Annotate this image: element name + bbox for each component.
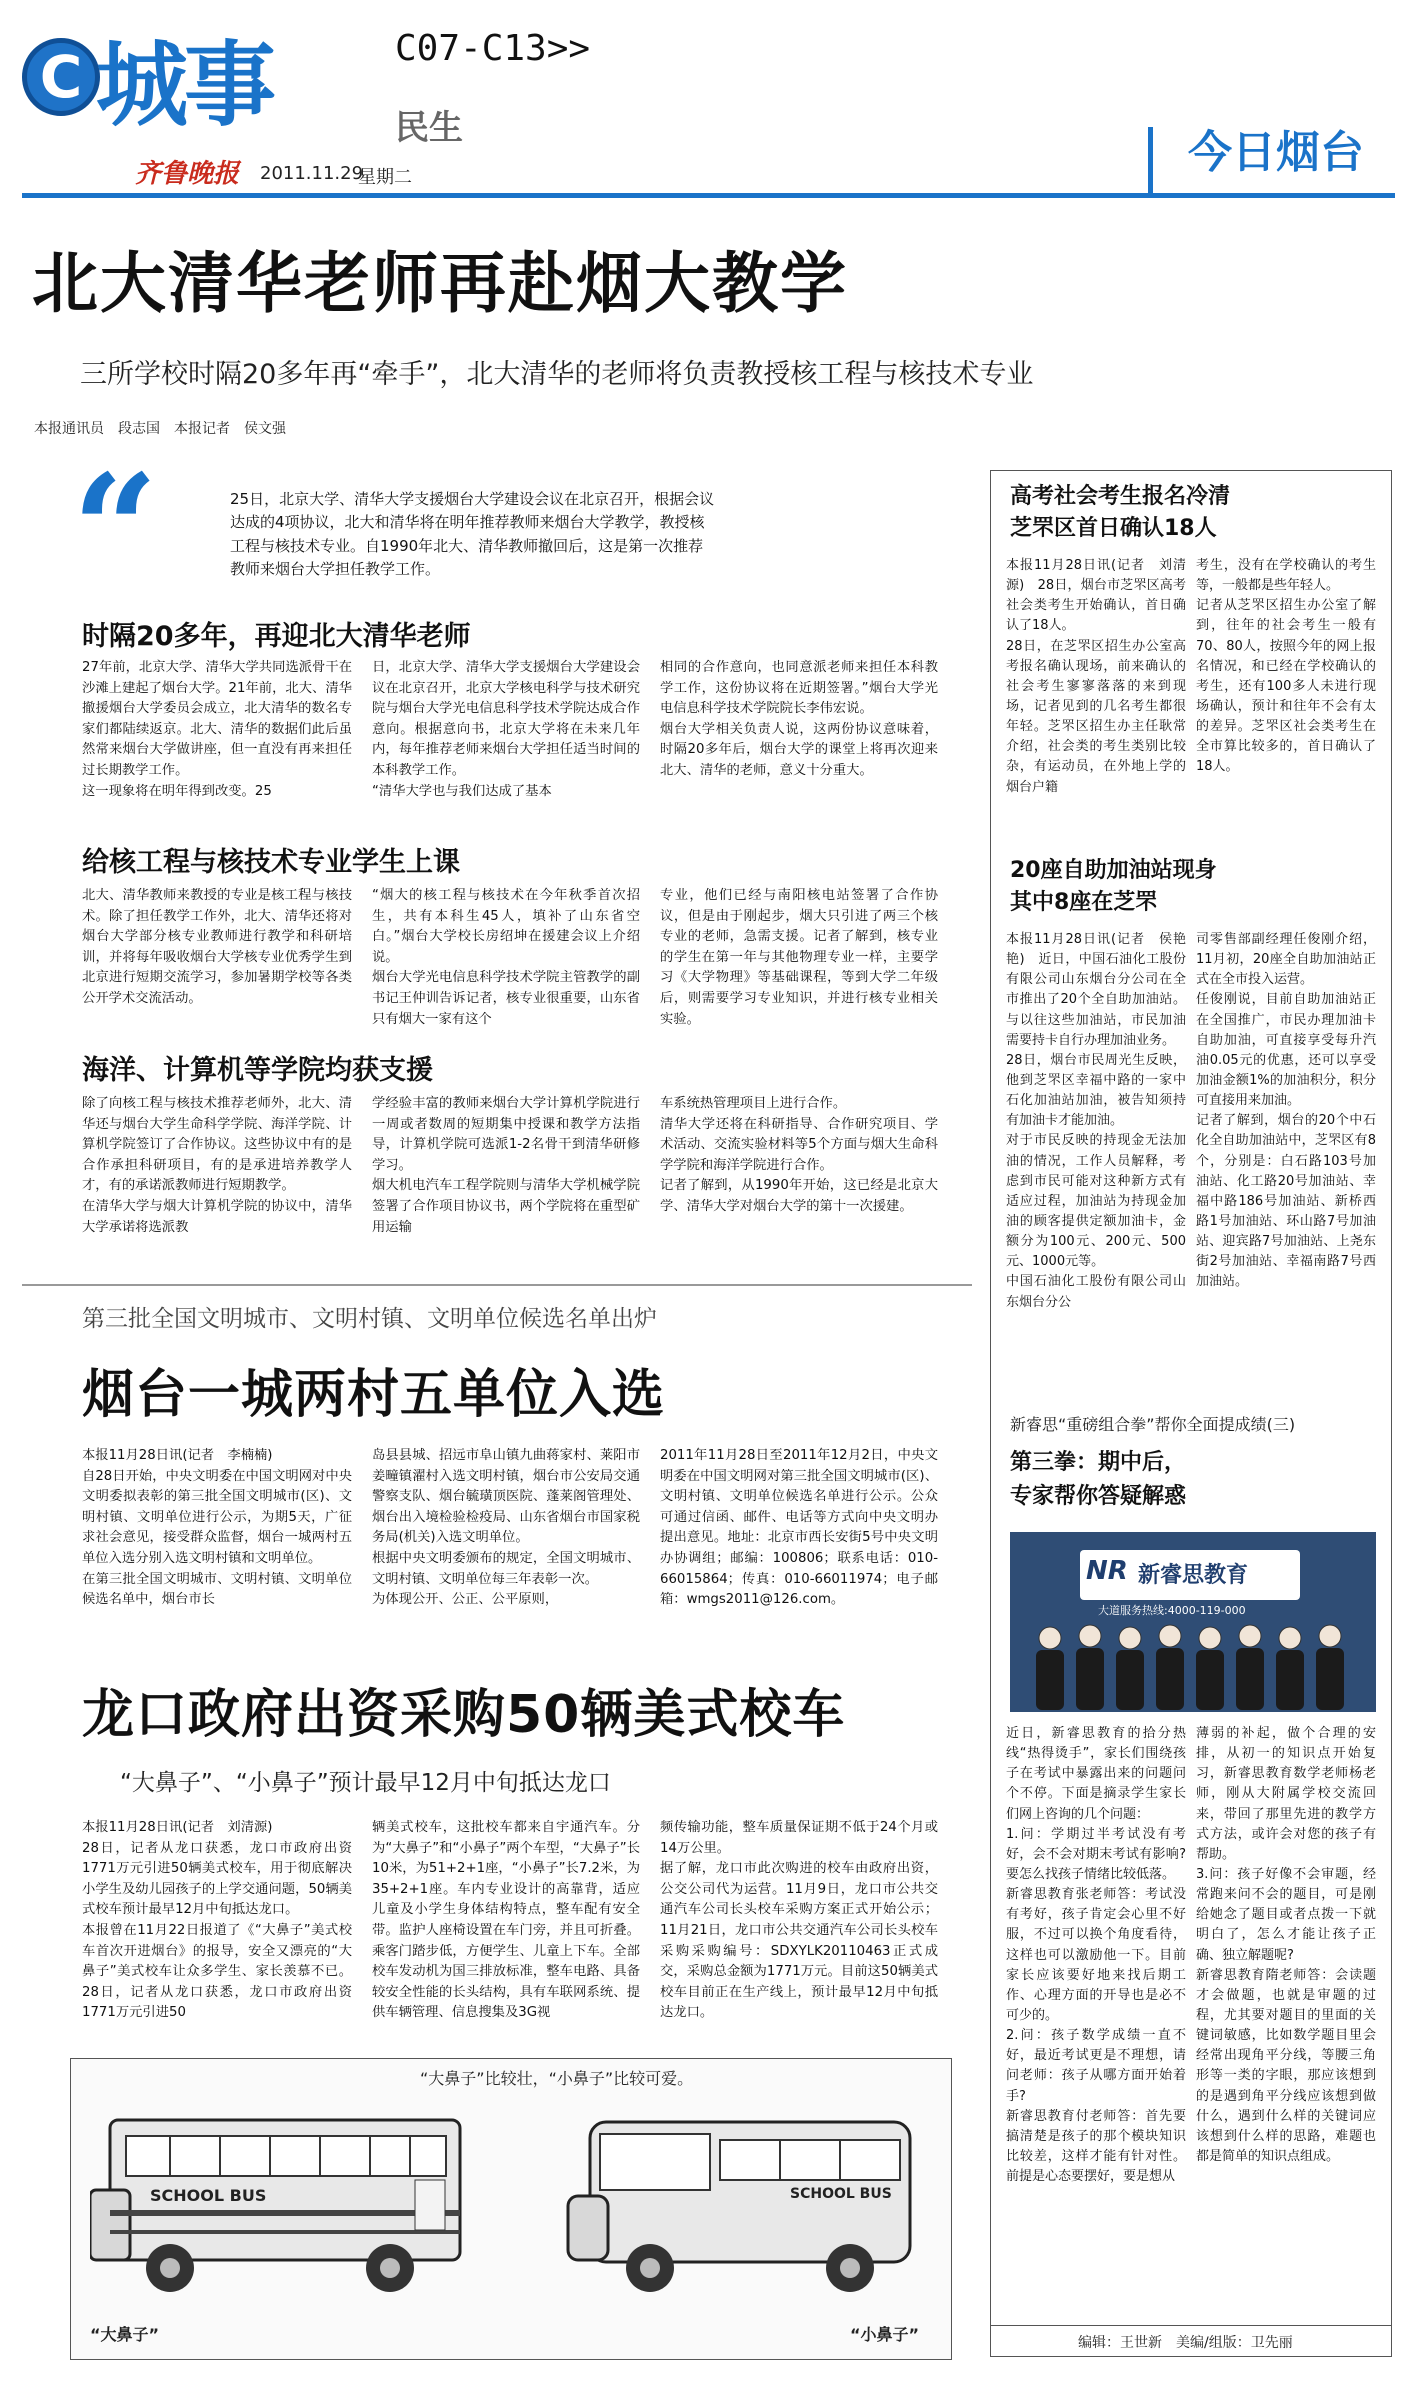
sidebar-news1-col-1: 本报11月28日讯(记者 刘清源) 28日，烟台市芝罘区高考社会类考生开始确认，首日确认了18人。 28日，在芝罘区招生办公室高考报名确认现场，前来确认的社会考生寥寥落落的来到现场，记者见到的几名考生都很年轻。芝罘区招生办主任耿常介绍，社会类的考生类别比较杂，有运动员，在外地上学的烟台户籍	[1006, 558, 1186, 795]
sidebar-news2-headline-2: 其中8座在芝罘	[1010, 890, 1158, 915]
logo-letter: C	[39, 43, 83, 111]
issue-date: 2011.11.29	[260, 163, 364, 184]
section-heading-2: 给核工程与核技术专业学生上课	[82, 847, 460, 878]
lead-paragraph: 25日，北京大学、清华大学支援烟台大学建设会议在北京召开，根据会议达成的4项协议，北大和清华将在明年推荐教师来烟台大学教学，教授核工程与核技术专业。自1990年北大、清华教师撤回后，这是第一次推荐教师来烟台大学担任教学工作。	[230, 490, 715, 578]
footer-rule	[990, 2325, 1392, 2326]
issue-weekday: 星期二	[358, 167, 412, 188]
divider	[22, 1284, 972, 1286]
main-subhead: 三所学校时隔20多年再“牵手”，北大清华的老师将负责教授核工程与核技术专业	[80, 359, 1034, 390]
story2-headline: 烟台一城两村五单位入选	[82, 1365, 666, 1425]
sidebar-news1-headline-2: 芝罘区首日确认18人	[1010, 516, 1217, 541]
page-range: C07-C13>>	[395, 28, 591, 69]
section-3-col-2: 学经验丰富的教师来烟台大学计算机学院进行一周或者数周的短期集中授课和教学方法指导，计算机学院可选派1-2名骨干到清华研修学习。 烟大机电汽车工程学院则与清华大学机械学院签署了合作项目协议书，两个学院将在重型矿用运输	[372, 1096, 640, 1235]
section-title: 城事	[96, 32, 273, 139]
quote-mark-icon: “	[72, 442, 159, 618]
series-headline-2: 专家帮你答疑解惑	[1010, 1484, 1187, 1509]
section-heading-1: 时隔20多年，再迎北大清华老师	[82, 621, 471, 652]
label-big-nose: “大鼻子”	[90, 2325, 160, 2344]
series-kicker: 新睿思“重磅组合拳”帮你全面提成绩(三)	[1010, 1415, 1296, 1434]
category-label: 民生	[395, 108, 463, 148]
small-bus-sign: SCHOOL BUS	[790, 2186, 892, 2202]
big-bus-sign: SCHOOL BUS	[150, 2186, 267, 2205]
section-2-col-2: “烟大的核工程与核技术在今年秋季首次招生，共有本科生45人，填补了山东省空白。”烟台大学校长房绍坤在援建会议上介绍说。 烟台大学光电信息科学技术学院主管教学的副书记王仲训告诉记者，核专业很重要，山东省只有烟大一家有这个	[372, 888, 640, 1027]
story3-subhead: “大鼻子”、“小鼻子”预计最早12月中旬抵达龙口	[120, 1770, 611, 1796]
story3-headline: 龙口政府出资采购50辆美式校车	[82, 1685, 846, 1745]
series-col-1: 近日，新睿思教育的拾分热线“热得烫手”，家长们围绕孩子在考试中暴露出来的问题问个不停。下面是摘录学生家长们网上咨询的几个问题： 1.问：学期过半考试没有考好，会不会对期末考试有影响?要怎么找孩子情绪比较低落。 新睿思教育张老师答：考试没有考好，孩子肯定会心里不好服，不过可以换个角度看待，这样也可以激励他一下。目前家长应该要好地来找后期工作、心理方面的开导也是必不可少的。 2.问：孩子数学成绩一直不好，最近考试更是不理想，请问老师：孩子从哪方面开始着手? 新睿思教育付老师答：首先要搞清楚是孩子的那个模块知识比较差，这样才能有针对性。前提是心态要摆好，要是想从	[1006, 1726, 1186, 2185]
sidebar-news1-col-2: 考生，没有在学校确认的考生等，一般都是些年轻人。 记者从芝罘区招生办公室了解到，往年的社会考生一般有70、80人，按照今年的网上报名情况，和已经在学校确认的考生，还有100多人未进行现场确认，预计和往年不会有太的差异。芝罘区社会类考生在全市算比较多的，首日确认了18人。	[1196, 558, 1376, 775]
section-2-col-3: 专业，他们已经与南阳核电站签署了合作协议，但是由于刚起步，烟大只引进了两三个核专业的老师，急需支援。记者了解到，核专业的学生在第一年与其他物理专业一样，主要学习《大学物理》等基础课程，等到大学二年级后，则需要学习专业知识，并进行核专业相关实验。	[660, 888, 938, 1027]
sidebar-news1-headline-1: 高考社会考生报名冷清	[1010, 484, 1231, 509]
main-headline: 北大清华老师再赴烟大教学	[32, 245, 848, 322]
ad-brand: 新睿思教育	[1138, 1563, 1249, 1588]
series-col-2: 薄弱的补起，做个合理的安排，从初一的知识点开始复习，新睿思教育数学老师杨老师，刚从大附属学校交流回来，带回了那里先进的教学方式方法，或许会对您的孩子有帮助。 3.问：孩子好像不会审题，经常跑来问不会的题目，可是刚给她念了题目或者点拨一下就明白了，怎么才能让孩子正确、独立解题呢? 新睿思教育隋老师答：会读题才会做题，也就是审题的过程，尤其要对题目的里面的关键词敏感，比如数学题目里会经常出现角平分线，等腰三角形等一类的字眼，那应该想到的是遇到角平分线应该想到做什么，遇到什么样的关键词应该想到什么样的思路，难题也都是简单的知识点组成。	[1196, 1726, 1376, 2164]
story3-col-2: 辆美式校车，这批校车都来自宇通汽车。分为“大鼻子”和“小鼻子”两个车型，“大鼻子”长10米，为51+2+1座，“小鼻子”长7.2米，为35+2+1座。车内专业设计的高靠背，适应儿童及小学生身体结构特点，整车配有安全带。监护人座椅设置在车门旁，并且可折叠。乘客门踏步低，方便学生、儿童上下车。全部校车发动机为国三排放标准，整车电路、具备较安全性能的长头结构，具有车联网系统、提供车辆管理、信息搜集及3G视	[372, 1820, 640, 2021]
sidebar-news2-col-1: 本报11月28日讯(记者 侯艳艳) 近日，中国石油化工股份有限公司山东烟台分公司在全市推出了20个全自助加油站。与以往这些加油站，市民加油需要持卡自行办理加油业务。 28日，烟台市民周光生反映，他到芝罘区幸福中路的一家中石化加油站加油，被告知须持有加油卡才能加油。 对于市民反映的持现金无法加油的情况，工作人员解释，考虑到市民可能对这种新方式有适应过程，加油站为持现金加油的顾客提供定额加油卡，金额分为100元、200元、500元、1000元等。 中国石油化工股份有限公司山东烟台分公	[1006, 932, 1186, 1310]
column-name: 今日烟台	[1188, 127, 1364, 178]
ad-logo-icon: NR	[1086, 1556, 1128, 1586]
label-small-nose: “小鼻子”	[850, 2325, 920, 2344]
story3-col-1: 本报11月28日讯(记者 刘清源) 28日，记者从龙口获悉，龙口市政府出资1771万元引进50辆美式校车，用于彻底解决小学生及幼儿园孩子的上学交通问题，50辆美式校车预计最早12月中旬抵达龙口。 本报曾在11月22日报道了《“大鼻子”美式校车首次开进烟台》的报导，安全又漂亮的“大鼻子”美式校车让众多学生、家长羡慕不已。28日，记者从龙口获悉，龙口市政府出资1771万元引进50	[82, 1820, 352, 2021]
story2-col-3: 2011年11月28日至2011年12月2日，中央文明委在中国文明网对第三批全国文明城市(区)、文明村镇、文明单位候选名单进行公示。公众可通过信函、邮件、电话等方式向中央文明办提出意见。地址：北京市西长安街5号中央文明办协调组；邮编：100806；联系电话：010-66015864；传真：010-66011974；电子邮箱：wmgs2011@126.com。	[660, 1448, 938, 1608]
section-1-col-2: 日，北京大学、清华大学支援烟台大学建设会议在北京召开，北京大学核电科学与技术研究院与烟台大学光电信息科学技术学院达成合作意向。根据意向书，北京大学将在未来几年内，每年推荐老师来烟台大学担任适当时间的本科教学工作。 “清华大学也与我们达成了基本	[372, 660, 640, 799]
section-heading-3: 海洋、计算机等学院均获支援	[82, 1055, 433, 1086]
header-rule	[22, 193, 1395, 198]
editor-credits: 编辑：王世新 美编/组版：卫先丽	[1078, 2335, 1293, 2351]
section-3-col-1: 除了向核工程与核技术推荐老师外，北大、清华还与烟台大学生命科学学院、海洋学院、计算机学院签订了合作协议。这些协议中有的是合作承担科研项目，有的是承进培养教学人才，有的承诺派教师进行短期教学。 在清华大学与烟大计算机学院的协议中，清华大学承诺将选派教	[82, 1096, 352, 1235]
photo-caption: “大鼻子”比较壮，“小鼻子”比较可爱。	[420, 2069, 694, 2088]
section-1-col-3: 相同的合作意向，也同意派老师来担任本科教学工作，这份协议将在近期签署。”烟台大学光电信息科学技术学院院长李伟宏说。 烟台大学相关负责人说，这两份协议意味着，时隔20多年后，烟台大学的课堂上将再次迎来北大、清华的老师，意义十分重大。	[660, 660, 938, 779]
staff-group-icon	[1020, 1618, 1366, 1710]
small-nose-bus-icon	[560, 2100, 930, 2310]
story2-col-1: 本报11月28日讯(记者 李楠楠) 自28日开始，中央文明委在中国文明网对中央文明委拟表彰的第三批全国文明城市(区)、文明村镇、文明单位进行公示，为期5天，广征求社会意见，接受群众监督，烟台一城两村五单位入选分别入选文明村镇和文明单位。 在第三批全国文明城市、文明村镇、文明单位候选名单中，烟台市长	[82, 1448, 352, 1608]
story3-col-3: 频传输功能，整车质量保证期不低于24个月或14万公里。 据了解，龙口市此次购进的校车由政府出资，公交公司代为运营。11月9日，龙口市公共交通汽车公司长头校车采购方案正式开始公示；11月21日，龙口市公共交通汽车公司长头校车采购采购编号：SDXYLK20110463正式成交，采购总金额为1771万元。目前这50辆美式校车目前正在生产线上，预计最早12月中旬抵达龙口。	[660, 1820, 938, 2021]
series-headline-1: 第三拳：期中后，	[1010, 1450, 1187, 1475]
main-byline: 本报通讯员 段志国 本报记者 侯文强	[34, 421, 286, 437]
section-3-col-3: 车系统热管理项目上进行合作。 清华大学还将在科研指导、合作研究项目、学术活动、交流实验材料等5个方面与烟大生命科学学院和海洋学院进行合作。 记者了解到，从1990年开始，这已经是北京大学、清华大学对烟台大学的第十一次援建。	[660, 1096, 938, 1215]
story2-col-2: 岛县县城、招远市阜山镇九曲蒋家村、莱阳市姜疃镇濯村入选文明村镇，烟台市公安局交通警察支队、烟台毓璜顶医院、蓬莱阁管理处、烟台出入境检验检疫局、山东省烟台市国家税务局(机关)入选文明单位。 根据中央文明委颁布的规定，全国文明城市、文明村镇、文明单位每三年表彰一次。 为体现公开、公正、公平原则，	[372, 1448, 640, 1608]
story2-kicker: 第三批全国文明城市、文明村镇、文明单位候选名单出炉	[82, 1306, 657, 1332]
section-logo-c	[22, 38, 100, 116]
section-1-col-1: 27年前，北京大学、清华大学共同选派骨干在沙滩上建起了烟台大学。21年前，北大、清华撤援烟台大学委员会成立，北大清华的数名专家们都陆续返京。北大、清华的数据们此后虽然常来烟台大学做讲座，但一直没有再来担任过长期教学工作。 这一现象将在明年得到改变。25	[82, 660, 352, 799]
header-column-bar	[1148, 127, 1153, 193]
sidebar-news2-headline-1: 20座自助加油站现身	[1010, 858, 1217, 883]
section-2-col-1: 北大、清华教师来教授的专业是核工程与核技术。除了担任教学工作外，北大、清华还将对烟台大学部分核专业教师进行教学和科研培训，并将每年吸收烟台大学核专业优秀学生到北京进行短期交流学习，参加暑期学校等各类公开学术交流活动。	[82, 888, 352, 1007]
ad-hotline: 大道服务热线:4000-119-000	[1098, 1604, 1246, 1617]
big-nose-bus-icon	[90, 2100, 480, 2310]
brand-name: 齐鲁晚报	[135, 159, 240, 189]
sidebar-news2-col-2: 司零售部副经理任俊刚介绍，11月初，20座全自助加油站正式在全市投入运营。 任俊刚说，目前自助加油站正在全国推广，市民办理加油卡自助加油，可直接享受每升汽油0.05元的优惠，还可以享受加油金额1%的加油积分，积分可直接用来加油。 记者了解到，烟台的20个中石化全自助加油站中，芝罘区有8个，分别是：白石路103号加油站、化工路20号加油站、幸福中路186号加油站、新桥西路1号加油站、环山路7号加油站、迎宾路7号加油站、上尧东街2号加油站、幸福南路7号西加油站。	[1196, 932, 1376, 1290]
